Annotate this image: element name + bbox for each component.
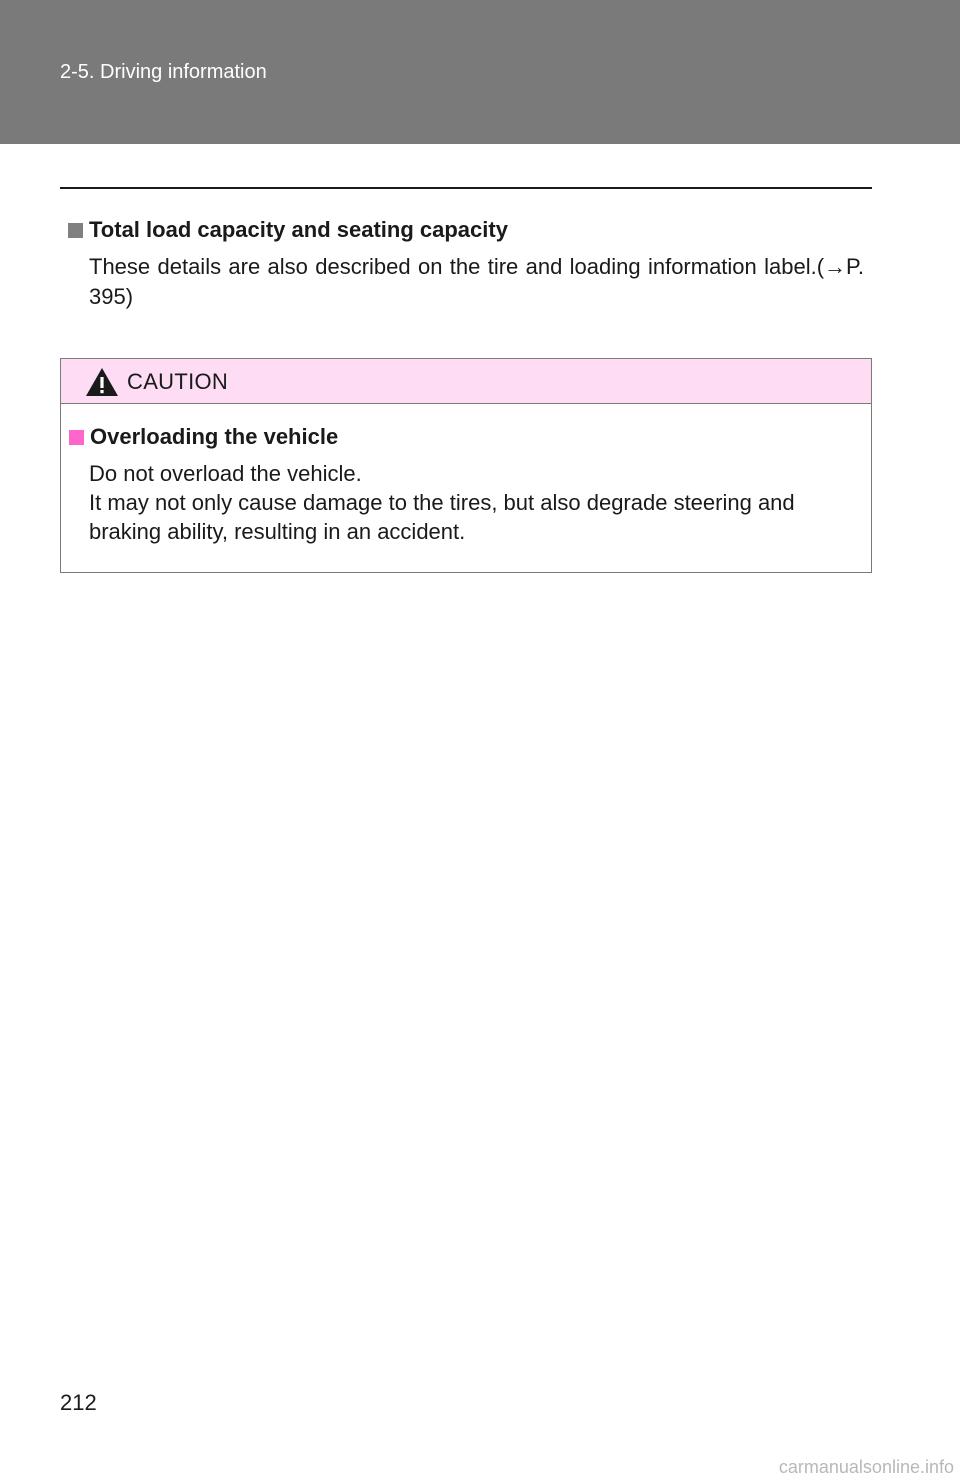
section-divider bbox=[60, 187, 872, 189]
square-bullet-icon bbox=[68, 223, 83, 238]
caution-heading bbox=[69, 421, 865, 453]
caution-box bbox=[60, 358, 872, 573]
caution-body bbox=[69, 421, 865, 546]
warning-triangle-icon bbox=[85, 367, 119, 397]
load-capacity-section bbox=[68, 214, 864, 312]
header-section-title: 2-5. Driving information bbox=[60, 61, 267, 83]
caution-line-1: Do not overload the vehicle. bbox=[89, 461, 362, 486]
header-band bbox=[0, 0, 960, 144]
caution-label: CAUTION bbox=[127, 369, 229, 394]
section-body-text: These details are also described on the tire and loading information label.(→P. 395) bbox=[89, 254, 864, 309]
caution-text bbox=[89, 459, 865, 546]
section-heading bbox=[68, 214, 864, 246]
caution-header bbox=[61, 359, 871, 404]
page-number: 212 bbox=[60, 1390, 97, 1415]
caution-line-2: It may not only cause damage to the tires, but also degrade steering and braking ability, resulting in an accident. bbox=[89, 490, 795, 544]
caution-heading-text: Overloading the vehicle bbox=[90, 424, 339, 449]
section-heading-text: Total load capacity and seating capacity bbox=[89, 217, 508, 242]
watermark: carmanualsonline.info bbox=[778, 1457, 954, 1477]
square-bullet-icon bbox=[69, 430, 84, 445]
